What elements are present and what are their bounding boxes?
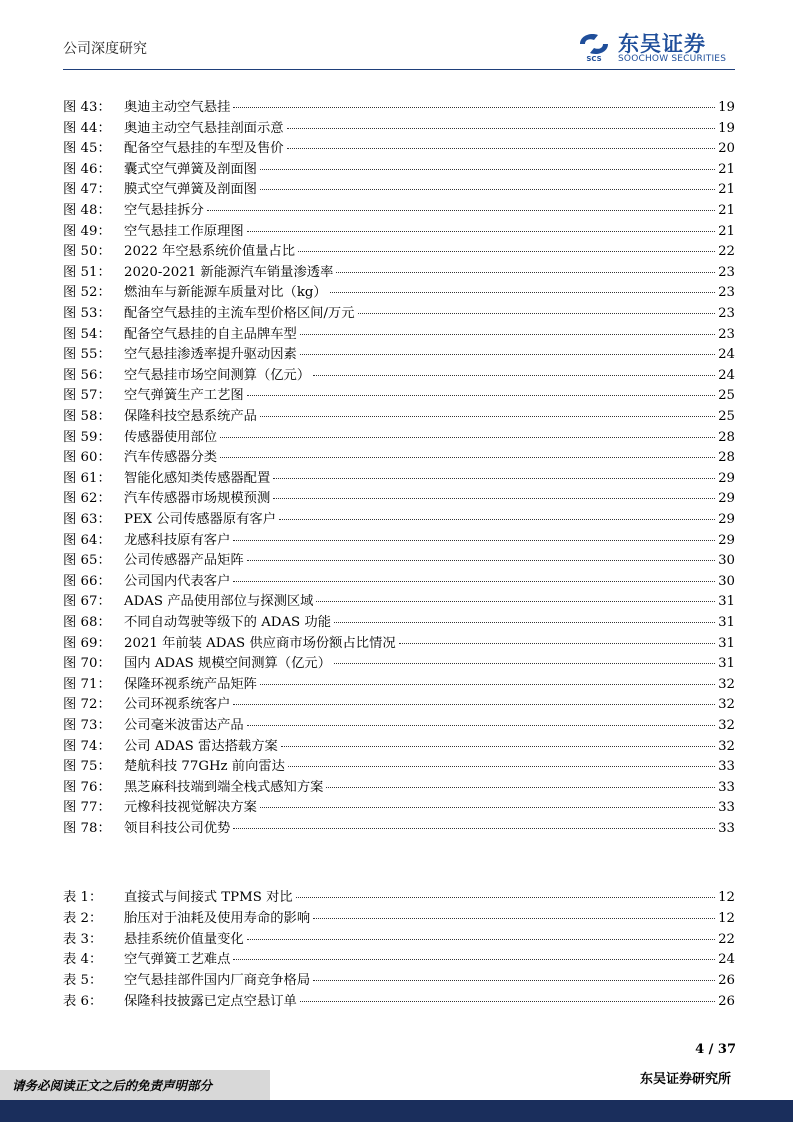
entry-title: 空气悬挂工作原理图 <box>124 223 244 239</box>
dot-leader <box>247 939 715 940</box>
dot-leader <box>330 292 715 293</box>
logo-mark-icon <box>576 30 612 62</box>
header-divider <box>63 69 735 70</box>
entry-title: 悬挂系统价值量变化 <box>124 931 244 947</box>
brand-logo <box>576 28 738 66</box>
entry-label: 表 3： <box>63 931 103 947</box>
table-entry[interactable] <box>63 886 735 906</box>
figure-entry[interactable] <box>63 281 735 301</box>
figure-entry[interactable] <box>63 220 735 240</box>
entry-title: 配备空气悬挂的车型及售价 <box>124 141 284 157</box>
dot-leader <box>220 457 715 458</box>
dot-leader <box>260 807 715 808</box>
dot-leader <box>298 251 715 252</box>
figure-entry[interactable] <box>63 549 735 569</box>
figure-entry[interactable] <box>63 796 735 816</box>
entry-title: ADAS 产品使用部位与探测区域 <box>124 594 314 610</box>
entry-page: 20 <box>718 141 735 157</box>
figure-entry[interactable] <box>63 96 735 116</box>
logo-english-name: SOOCHOW SECURITIES <box>618 54 727 64</box>
entry-label: 图 69： <box>63 635 111 651</box>
dot-leader <box>300 1001 715 1002</box>
figure-entry[interactable] <box>63 426 735 446</box>
entry-label: 图 47： <box>63 182 111 198</box>
entry-label: 图 44： <box>63 120 111 136</box>
entry-title: 保隆科技披露已定点空悬订单 <box>124 994 297 1009</box>
dot-leader <box>334 622 715 623</box>
entry-page: 25 <box>718 409 735 424</box>
entry-label: 表 5： <box>63 973 103 989</box>
entry-title: 龙感科技原有客户 <box>124 532 231 548</box>
figure-entry[interactable] <box>63 508 735 528</box>
entry-title: 智能化感知类传感器配置 <box>124 470 271 486</box>
entry-page: 28 <box>718 429 735 445</box>
figure-entry[interactable] <box>63 693 735 713</box>
figure-entry[interactable] <box>63 632 735 652</box>
entry-label: 图 66： <box>63 573 111 589</box>
entry-page: 33 <box>718 759 735 775</box>
entry-label: 图 58： <box>63 409 111 424</box>
entry-page: 12 <box>718 890 735 905</box>
entry-title: 公司 ADAS 雷达搭载方案 <box>124 738 278 754</box>
dot-leader <box>287 128 716 129</box>
entry-label: 图 59： <box>63 429 111 445</box>
disclaimer-banner <box>0 1070 270 1100</box>
entry-label: 图 52： <box>63 285 111 301</box>
entry-label: 图 54： <box>63 326 111 342</box>
figure-entry[interactable] <box>63 755 735 775</box>
entry-page: 26 <box>718 994 735 1009</box>
dot-leader <box>300 334 715 335</box>
entry-page: 22 <box>718 931 735 947</box>
entry-page: 32 <box>718 718 735 733</box>
figure-entry[interactable] <box>63 199 735 219</box>
dot-leader <box>233 540 715 541</box>
figure-entry[interactable] <box>63 137 735 157</box>
entry-label: 图 46： <box>63 161 111 177</box>
entry-title: 空气弹簧工艺难点 <box>124 952 231 968</box>
entry-title: 传感器使用部位 <box>124 429 218 445</box>
entry-page: 26 <box>718 973 735 989</box>
dot-leader <box>233 828 715 829</box>
entry-title: 元橡科技视觉解决方案 <box>124 800 257 816</box>
entry-label: 图 78： <box>63 821 111 836</box>
dot-leader <box>287 148 716 149</box>
entry-page: 32 <box>718 676 735 692</box>
figure-entry[interactable] <box>63 364 735 384</box>
dot-leader <box>233 107 715 108</box>
entry-label: 图 48： <box>63 203 111 218</box>
entry-title: 奥迪主动空气悬挂剖面示意 <box>124 120 284 136</box>
entry-label: 表 1： <box>63 890 103 905</box>
figure-entry[interactable] <box>63 261 735 281</box>
logo-chinese-name: 东吴证券 <box>618 32 706 56</box>
entry-page: 23 <box>718 285 735 301</box>
dot-leader <box>260 416 715 417</box>
dot-leader <box>247 560 715 561</box>
dot-leader <box>233 959 715 960</box>
entry-page: 24 <box>718 367 735 383</box>
figure-entry[interactable] <box>63 158 735 178</box>
entry-label: 图 67： <box>63 594 111 610</box>
dot-leader <box>260 169 715 170</box>
entry-title: 空气悬挂渗透率提升驱动因素 <box>124 347 297 363</box>
dot-leader <box>358 313 716 314</box>
entry-title: 国内 ADAS 规模空间测算（亿元） <box>124 656 331 672</box>
entry-page: 31 <box>718 656 735 672</box>
entry-page: 22 <box>718 244 735 260</box>
figure-entry[interactable] <box>63 302 735 322</box>
institute-name: 东吴证券研究所 <box>639 1072 731 1087</box>
entry-label: 图 57： <box>63 388 111 404</box>
entry-label: 图 75： <box>63 759 111 775</box>
entry-label: 图 53： <box>63 306 111 321</box>
figure-entry[interactable] <box>63 487 735 507</box>
entry-label: 图 49： <box>63 223 111 239</box>
entry-page: 24 <box>718 952 735 968</box>
entry-title: 保隆科技空悬系统产品 <box>124 409 257 424</box>
entry-title: 囊式空气弹簧及剖面图 <box>124 161 257 177</box>
entry-page: 19 <box>718 100 735 115</box>
table-entry[interactable] <box>63 990 735 1010</box>
entry-label: 图 61： <box>63 470 111 486</box>
entry-label: 图 45： <box>63 141 111 157</box>
entry-label: 图 62： <box>63 491 111 507</box>
dot-leader <box>247 395 715 396</box>
dot-leader <box>247 231 715 232</box>
entry-title: 汽车传感器分类 <box>124 450 218 466</box>
figure-entry[interactable] <box>63 529 735 549</box>
dot-leader <box>260 684 715 685</box>
figure-entry[interactable] <box>63 652 735 672</box>
entry-label: 图 63： <box>63 512 111 527</box>
entry-title: 直接式与间接式 TPMS 对比 <box>124 890 293 905</box>
entry-title: 公司环视系统客户 <box>124 697 231 713</box>
dot-leader <box>233 581 715 582</box>
entry-page: 25 <box>718 388 735 404</box>
dot-leader <box>296 897 715 898</box>
entry-page: 21 <box>718 161 735 177</box>
table-entry[interactable] <box>63 969 735 989</box>
figure-entry[interactable] <box>63 405 735 425</box>
entry-label: 图 64： <box>63 532 111 548</box>
entry-title: 保隆环视系统产品矩阵 <box>124 676 257 692</box>
entry-page: 33 <box>718 779 735 795</box>
entry-label: 图 73： <box>63 718 111 733</box>
dot-leader <box>399 643 715 644</box>
entry-title: 奥迪主动空气悬挂 <box>124 100 231 115</box>
dot-leader <box>273 478 715 479</box>
entry-label: 图 76： <box>63 779 111 795</box>
entry-title: 2022 年空悬系统价值量占比 <box>124 244 296 260</box>
entry-page: 23 <box>718 306 735 321</box>
entry-page: 12 <box>718 910 735 926</box>
entry-title: 2020-2021 新能源汽车销量渗透率 <box>124 264 334 280</box>
entry-title: 空气弹簧生产工艺图 <box>124 388 244 404</box>
dot-leader <box>273 498 715 499</box>
figure-entry[interactable] <box>63 776 735 796</box>
entry-title: 空气悬挂拆分 <box>124 203 204 218</box>
entry-label: 表 2： <box>63 910 103 926</box>
entry-label: 图 43： <box>63 100 111 115</box>
figure-entry[interactable] <box>63 178 735 198</box>
dot-leader <box>233 704 715 705</box>
figure-entry[interactable] <box>63 714 735 734</box>
header-report-type: 公司深度研究 <box>63 41 147 57</box>
dot-leader <box>207 210 715 211</box>
entry-title: 空气悬挂市场空间测算（亿元） <box>124 367 311 383</box>
entry-title: 胎压对于油耗及使用寿命的影响 <box>124 910 311 926</box>
entry-page: 21 <box>718 203 735 218</box>
logo-mark-text: SCS <box>586 55 602 62</box>
dot-leader <box>313 980 715 981</box>
entry-page: 31 <box>718 635 735 651</box>
dot-leader <box>220 437 715 438</box>
dot-leader <box>279 519 715 520</box>
entry-title: 公司国内代表客户 <box>124 573 231 589</box>
entry-label: 图 70： <box>63 656 111 672</box>
entry-title: 配备空气悬挂的主流车型价格区间/万元 <box>124 306 355 321</box>
entry-label: 图 77： <box>63 800 111 816</box>
figure-entry[interactable] <box>63 323 735 343</box>
dot-leader <box>260 189 715 190</box>
entry-title: 燃油车与新能源车质量对比（kg） <box>124 285 327 301</box>
entry-label: 表 6： <box>63 994 103 1009</box>
dot-leader <box>313 918 715 919</box>
entry-page: 29 <box>718 491 735 507</box>
entry-title: 2021 年前装 ADAS 供应商市场份额占比情况 <box>124 635 396 651</box>
entry-title: 空气悬挂部件国内厂商竞争格局 <box>124 973 311 989</box>
figure-entry[interactable] <box>63 446 735 466</box>
entry-page: 19 <box>718 120 735 136</box>
dot-leader <box>247 725 715 726</box>
entry-page: 21 <box>718 182 735 198</box>
entry-title: 配备空气悬挂的自主品牌车型 <box>124 326 297 342</box>
entry-page: 30 <box>718 573 735 589</box>
entry-title: 膜式空气弹簧及剖面图 <box>124 182 257 198</box>
figure-entry[interactable] <box>63 384 735 404</box>
dot-leader <box>334 663 715 664</box>
table-entry[interactable] <box>63 948 735 968</box>
entry-page: 33 <box>718 821 735 836</box>
entry-title: 公司毫米波雷达产品 <box>124 718 244 733</box>
entry-label: 图 56： <box>63 367 111 383</box>
entry-label: 图 68： <box>63 615 111 630</box>
figure-entry[interactable] <box>63 735 735 755</box>
entry-page: 21 <box>718 223 735 239</box>
dot-leader <box>316 601 715 602</box>
figure-entry[interactable] <box>63 817 735 837</box>
entry-title: 公司传感器产品矩阵 <box>124 553 244 569</box>
entry-label: 图 50： <box>63 244 111 260</box>
dot-leader <box>326 787 715 788</box>
entry-title: 不同自动驾驶等级下的 ADAS 功能 <box>124 615 331 630</box>
dot-leader <box>313 375 715 376</box>
entry-page: 32 <box>718 738 735 754</box>
entry-page: 29 <box>718 532 735 548</box>
table-entry[interactable] <box>63 907 735 927</box>
entry-page: 23 <box>718 264 735 280</box>
figure-entry[interactable] <box>63 673 735 693</box>
entry-page: 28 <box>718 450 735 466</box>
dot-leader <box>336 272 715 273</box>
entry-label: 表 4： <box>63 952 103 968</box>
figure-entry[interactable] <box>63 590 735 610</box>
entry-label: 图 74： <box>63 738 111 754</box>
entry-page: 23 <box>718 326 735 342</box>
entry-page: 32 <box>718 697 735 713</box>
entry-title: 黑芝麻科技端到端全栈式感知方案 <box>124 779 324 795</box>
entry-label: 图 51： <box>63 264 111 280</box>
entry-label: 图 60： <box>63 450 111 466</box>
entry-page: 31 <box>718 615 735 630</box>
figure-entry[interactable] <box>63 570 735 590</box>
entry-title: 领目科技公司优势 <box>124 821 231 836</box>
figure-entry[interactable] <box>63 467 735 487</box>
dot-leader <box>300 354 715 355</box>
entry-page: 29 <box>718 512 735 527</box>
entry-page: 24 <box>718 347 735 363</box>
figure-entry[interactable] <box>63 343 735 363</box>
entry-title: 汽车传感器市场规模预测 <box>124 491 271 507</box>
dot-leader <box>288 766 715 767</box>
figure-entry[interactable] <box>63 611 735 631</box>
entry-title: 楚航科技 77GHz 前向雷达 <box>124 759 285 775</box>
entry-label: 图 71： <box>63 676 111 692</box>
entry-page: 31 <box>718 594 735 610</box>
dot-leader <box>281 746 715 747</box>
entry-page: 29 <box>718 470 735 486</box>
disclaimer-text: 请务必阅读正文之后的免责声明部分 <box>12 1078 213 1093</box>
entry-page: 33 <box>718 800 735 816</box>
entry-page: 30 <box>718 553 735 569</box>
entry-label: 图 55： <box>63 347 111 363</box>
footer-bar <box>0 1100 793 1122</box>
figure-entry[interactable] <box>63 240 735 260</box>
table-entry[interactable] <box>63 928 735 948</box>
entry-label: 图 65： <box>63 553 111 569</box>
figure-entry[interactable] <box>63 117 735 137</box>
page-number: 4 / 37 <box>695 1042 736 1057</box>
entry-title: PEX 公司传感器原有客户 <box>124 512 277 527</box>
entry-label: 图 72： <box>63 697 111 713</box>
